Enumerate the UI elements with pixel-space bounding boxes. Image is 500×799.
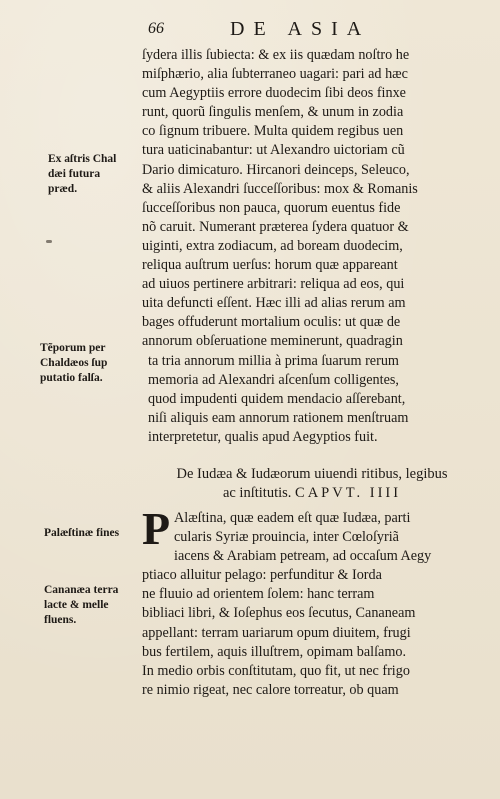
chapter-title-line-2 — [142, 484, 482, 503]
margin-note-line: Palæſtinæ fines — [44, 527, 120, 539]
text-line: uiginti, extra zodiacum, ad boream duodecim, — [142, 237, 403, 254]
paragraph-astrology — [142, 46, 482, 447]
text-line: bages offuderunt mortalium oculis: ut quæ de — [142, 314, 401, 331]
paragraph-palestine — [142, 566, 482, 700]
chapter-title-continuation: ac inſtitutis. — [222, 484, 292, 501]
text-line: niſi aliquis eam annorum rationem menſtruam — [148, 409, 409, 426]
text-line: Alæſtina, quæ eadem eſt quæ Iudæa, parti — [174, 509, 411, 526]
margin-note-line: dæi futura — [48, 168, 101, 180]
text-line: uita defuncti eſſent. Hæc illi ad alias rerum am — [142, 295, 406, 312]
margin-note-astrology — [48, 152, 148, 197]
text-line: ne fluuio ad orientem ſolem: hanc terram — [142, 586, 375, 603]
margin-note-chronology — [40, 341, 140, 386]
margin-note-line: putatio falſa. — [40, 372, 103, 384]
text-line: appellant: terram uariarum opum diuitem, frugi — [142, 624, 411, 641]
margin-note-line: Chaldæos ſup — [40, 357, 108, 369]
margin-note-line: Cananæa terra — [44, 584, 119, 596]
text-line: co ſignum tribuere. Multa quidem regibus uen — [142, 123, 404, 140]
text-line: bus fertilem, aquis illuſtrem, opimam balſamo. — [142, 643, 406, 660]
main-text — [142, 46, 482, 700]
chapter-title — [142, 465, 482, 503]
section-gap — [142, 447, 482, 465]
text-line: re nimio rigeat, nec calore torreatur, ob quam — [142, 681, 399, 698]
text-line: tura uaticinabantur: ut Alexandro uictoriam cũ — [142, 142, 405, 159]
margin-note-canaan — [44, 583, 144, 628]
drop-cap-lines — [142, 502, 482, 566]
drop-cap: P — [142, 502, 171, 554]
running-title: DE ASIA — [230, 18, 371, 40]
text-line: Dario dimicaturo. Hircanori deinceps, Seleuco, — [142, 161, 410, 178]
margin-note-line: fluens. — [44, 614, 77, 626]
text-line: memoria ad Alexandri aſcenſum colligentes, — [148, 371, 399, 388]
text-line: iacens & Arabiam petream, ad occaſum Aegy — [174, 548, 432, 565]
chapter-opening — [142, 502, 482, 566]
text-line: ptiaco alluitur pelago: perfunditur & Iorda — [142, 567, 382, 584]
text-line: runt, quorũ ſingulis menſem, & unum in zodia — [142, 104, 404, 121]
margin-note-line: Ex aſtris Chal — [48, 153, 117, 165]
text-line: cularis Syriæ prouincia, inter Cœloſyriã — [174, 529, 399, 546]
ink-smudge — [46, 240, 52, 243]
text-line: quod impudenti quidem mendacio aſſerebant, — [148, 390, 406, 407]
text-line: ad uiuos pertinere arbitrari: reliqua ad eos, qui — [142, 276, 405, 293]
text-line: annorum obſeruatione meminerunt, quadragin — [142, 333, 403, 350]
text-line: In medio orbis conſtitutam, quo fit, ut nec frigo — [142, 662, 410, 679]
page-number: 66 — [148, 20, 164, 37]
chapter-title-line: De Iudæa & Iudæorum uiuendi ritibus, legibus — [176, 465, 448, 482]
margin-note-palestine — [44, 526, 144, 541]
text-line: nõ caruit. Numerant præterea ſydera quatuor & — [142, 218, 409, 235]
text-line: reliqua auſtrum uerſus: horum quæ appareant — [142, 257, 398, 274]
margin-note-line: præd. — [48, 183, 78, 195]
text-line: & aliis Alexandri ſucceſſoribus: mox & Romanis — [142, 180, 418, 197]
text-line: ſydera illis ſubiecta: & ex iis quædam noſtro he — [142, 47, 410, 63]
text-line: ta tria annorum millia à prima ſuarum rerum — [148, 352, 399, 369]
margin-note-line: Tẽporum per — [40, 342, 106, 354]
text-line: bibliaci libri, & Ioſephus eos ſecutus, Cananeam — [142, 605, 416, 622]
text-line: ſucceſſoribus non pauca, quorum euentus fide — [142, 199, 401, 216]
text-line: interpretetur, qualis apud Aegyptios fuit. — [148, 428, 378, 445]
margin-note-line: lacte & melle — [44, 599, 109, 611]
text-line: miſphærio, alia ſubterraneo uagari: pari ad hæc — [142, 66, 408, 83]
page-header — [140, 18, 480, 40]
text-line: cum Aegyptiis errore duodecim ſibi deos finxe — [142, 85, 406, 102]
caput-label: CAPVT. IIII — [295, 484, 402, 501]
